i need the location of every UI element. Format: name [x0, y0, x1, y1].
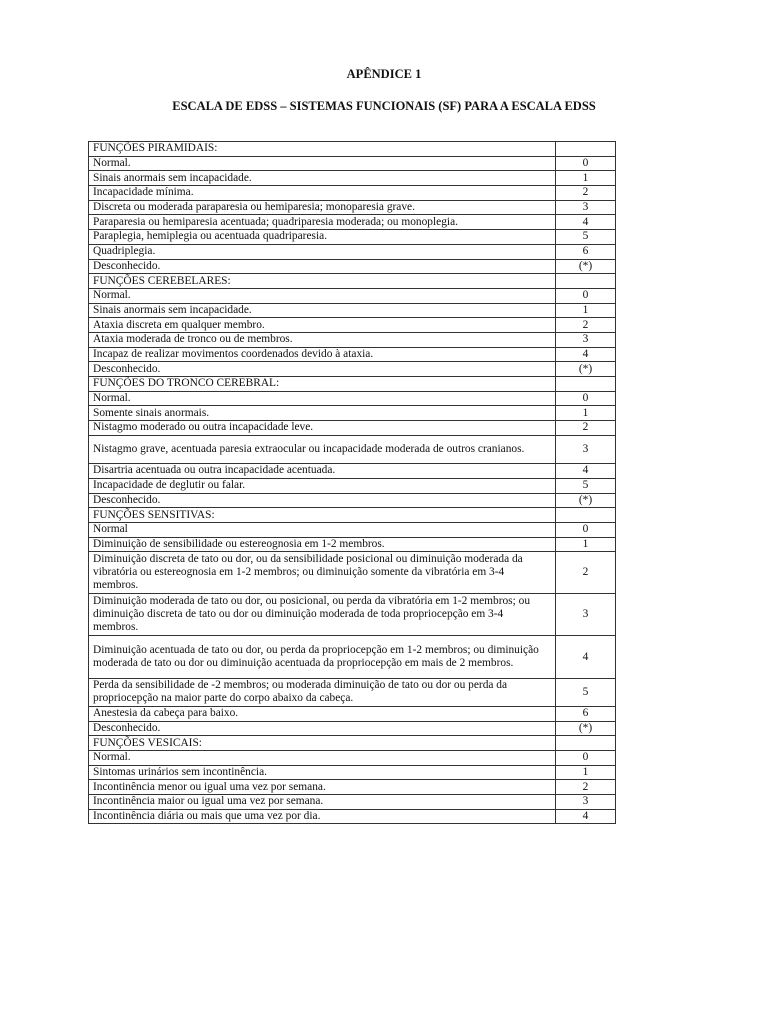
- row-description: Anestesia da cabeça para baixo.: [89, 706, 556, 721]
- row-description: Nistagmo grave, acentuada paresia extraocular ou incapacidade moderada de outros cranianos.: [89, 435, 556, 463]
- row-score: 6: [556, 706, 616, 721]
- section-title: FUNÇÕES SENSITIVAS:: [89, 508, 556, 523]
- row-score: 1: [556, 765, 616, 780]
- row-score: [556, 377, 616, 392]
- row-score: 3: [556, 332, 616, 347]
- table-row: [89, 288, 616, 303]
- row-score: 3: [556, 795, 616, 810]
- table-row: [89, 706, 616, 721]
- row-score: 1: [556, 171, 616, 186]
- row-description: Sintomas urinários sem incontinência.: [89, 765, 556, 780]
- table-row: [89, 406, 616, 421]
- row-description: Normal.: [89, 751, 556, 766]
- row-description: Paraplegia, hemiplegia ou acentuada quadriparesia.: [89, 230, 556, 245]
- section-header-row: [89, 508, 616, 523]
- row-score: 5: [556, 678, 616, 706]
- row-score: 0: [556, 156, 616, 171]
- row-score: 5: [556, 478, 616, 493]
- row-score: 2: [556, 186, 616, 201]
- table-row: [89, 230, 616, 245]
- row-description: Diminuição moderada de tato ou dor, ou posicional, ou perda da vibratória em 1-2 membros; ou diminuição discreta de tato ou dor ou diminuição moderada de toda propriocepção em 3-4 membros.: [89, 594, 556, 636]
- row-description: Perda da sensibilidade de -2 membros; ou moderada diminuição de tato ou dor ou perda da propriocepção na maior parte do corpo abaixo da cabeça.: [89, 678, 556, 706]
- table-row: [89, 171, 616, 186]
- row-score: 2: [556, 318, 616, 333]
- row-description: Desconhecido.: [89, 259, 556, 274]
- row-score: 2: [556, 421, 616, 436]
- row-score: 0: [556, 288, 616, 303]
- row-score: 4: [556, 636, 616, 678]
- row-score: [556, 508, 616, 523]
- functional-systems-table: [88, 141, 616, 824]
- row-description: Desconhecido.: [89, 493, 556, 508]
- table-row: [89, 765, 616, 780]
- table-row: [89, 780, 616, 795]
- page-title: APÊNDICE 1: [346, 67, 422, 81]
- row-description: Diminuição discreta de tato ou dor, ou da sensibilidade posicional ou diminuição moderada da vibratória ou estereognosia em 1-2 membros; ou diminuição somente da vibratória em 3-4 membros.: [89, 552, 556, 594]
- table-row: [89, 259, 616, 274]
- row-description: Diminuição de sensibilidade ou estereognosia em 1-2 membros.: [89, 537, 556, 552]
- table-row: [89, 493, 616, 508]
- row-score: 0: [556, 751, 616, 766]
- row-description: Incapacidade mínima.: [89, 186, 556, 201]
- table-row: [89, 215, 616, 230]
- row-score: 0: [556, 522, 616, 537]
- row-description: Incontinência diária ou mais que uma vez por dia.: [89, 809, 556, 824]
- table-row: [89, 200, 616, 215]
- row-score: 1: [556, 303, 616, 318]
- row-description: Normal.: [89, 156, 556, 171]
- row-score: 0: [556, 391, 616, 406]
- row-description: Somente sinais anormais.: [89, 406, 556, 421]
- row-score: 2: [556, 552, 616, 594]
- table-body: [89, 142, 616, 824]
- section-header-row: [89, 274, 616, 289]
- row-score: 1: [556, 406, 616, 421]
- row-description: Desconhecido.: [89, 721, 556, 736]
- table-row: [89, 332, 616, 347]
- row-score: 3: [556, 594, 616, 636]
- table-row: [89, 751, 616, 766]
- table-row: [89, 435, 616, 463]
- section-title: FUNÇÕES VESICAIS:: [89, 736, 556, 751]
- row-description: Nistagmo moderado ou outra incapacidade leve.: [89, 421, 556, 436]
- row-description: Incapacidade de deglutir ou falar.: [89, 478, 556, 493]
- table-row: [89, 552, 616, 594]
- row-description: Discreta ou moderada paraparesia ou hemiparesia; monoparesia grave.: [89, 200, 556, 215]
- section-title: FUNÇÕES DO TRONCO CEREBRAL:: [89, 377, 556, 392]
- row-score: [556, 736, 616, 751]
- row-description: Incontinência maior ou igual uma vez por semana.: [89, 795, 556, 810]
- row-description: Disartria acentuada ou outra incapacidade acentuada.: [89, 464, 556, 479]
- row-score: [556, 274, 616, 289]
- table-row: [89, 244, 616, 259]
- row-score: 3: [556, 200, 616, 215]
- table-row: [89, 362, 616, 377]
- row-description: Normal: [89, 522, 556, 537]
- table-row: [89, 464, 616, 479]
- table-row: [89, 186, 616, 201]
- row-score: 4: [556, 464, 616, 479]
- row-description: Incapaz de realizar movimentos coordenados devido à ataxia.: [89, 347, 556, 362]
- table-row: [89, 347, 616, 362]
- table-row: [89, 522, 616, 537]
- table-row: [89, 678, 616, 706]
- section-title: FUNÇÕES CEREBELARES:: [89, 274, 556, 289]
- row-description: Incontinência menor ou igual uma vez por semana.: [89, 780, 556, 795]
- section-header-row: [89, 377, 616, 392]
- row-description: Diminuição acentuada de tato ou dor, ou perda da propriocepção em 1-2 membros; ou diminuição moderada de tato ou dor ou diminuição acentuada da propriocepção em mais de 2 membros.: [89, 636, 556, 678]
- table-row: [89, 318, 616, 333]
- row-score: (*): [556, 362, 616, 377]
- table-row: [89, 537, 616, 552]
- row-description: Sinais anormais sem incapacidade.: [89, 171, 556, 186]
- table-row: [89, 636, 616, 678]
- table-row: [89, 478, 616, 493]
- row-score: 4: [556, 215, 616, 230]
- row-description: Sinais anormais sem incapacidade.: [89, 303, 556, 318]
- row-score: (*): [556, 721, 616, 736]
- row-description: Paraparesia ou hemiparesia acentuada; quadriparesia moderada; ou monoplegia.: [89, 215, 556, 230]
- row-score: (*): [556, 259, 616, 274]
- table-row: [89, 809, 616, 824]
- row-description: Quadriplegia.: [89, 244, 556, 259]
- row-score: 1: [556, 537, 616, 552]
- row-score: 2: [556, 780, 616, 795]
- row-description: Desconhecido.: [89, 362, 556, 377]
- table-row: [89, 721, 616, 736]
- row-score: [556, 142, 616, 157]
- row-score: 3: [556, 435, 616, 463]
- table-row: [89, 421, 616, 436]
- table-row: [89, 391, 616, 406]
- row-description: Normal.: [89, 391, 556, 406]
- page-subtitle: ESCALA DE EDSS – SISTEMAS FUNCIONAIS (SF) PARA A ESCALA EDSS: [172, 99, 596, 113]
- row-score: 6: [556, 244, 616, 259]
- section-title: FUNÇÕES PIRAMIDAIS:: [89, 142, 556, 157]
- row-score: 5: [556, 230, 616, 245]
- section-header-row: [89, 736, 616, 751]
- row-description: Ataxia discreta em qualquer membro.: [89, 318, 556, 333]
- row-score: 4: [556, 809, 616, 824]
- row-score: (*): [556, 493, 616, 508]
- row-description: Normal.: [89, 288, 556, 303]
- row-description: Ataxia moderada de tronco ou de membros.: [89, 332, 556, 347]
- table-row: [89, 594, 616, 636]
- table-row: [89, 156, 616, 171]
- table-row: [89, 303, 616, 318]
- section-header-row: [89, 142, 616, 157]
- row-score: 4: [556, 347, 616, 362]
- table-row: [89, 795, 616, 810]
